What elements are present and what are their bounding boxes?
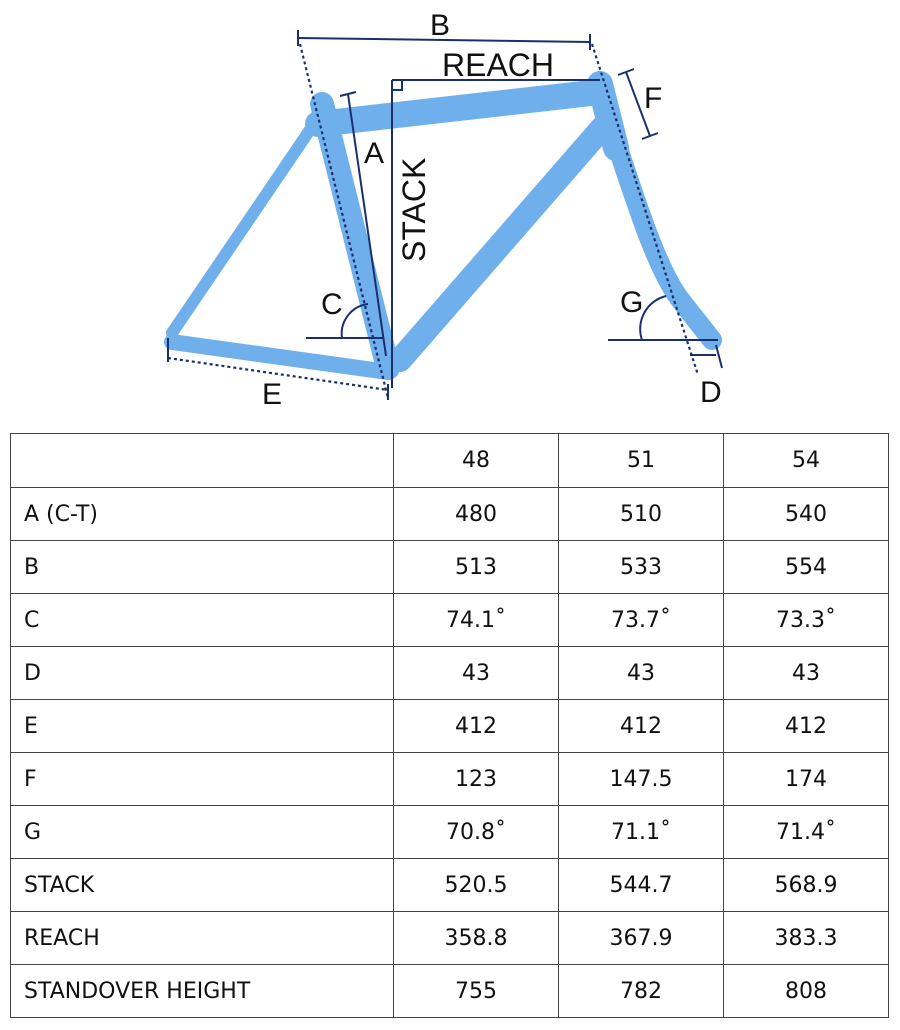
row-value: 808 [724, 965, 889, 1018]
table-row [11, 647, 889, 700]
head-tube [600, 84, 616, 148]
row-value: 174 [724, 753, 889, 806]
row-value: 520.5 [394, 859, 559, 912]
top-tube [318, 92, 600, 124]
row-value: 367.9 [559, 912, 724, 965]
row-label: G [11, 806, 394, 859]
bike-frame [172, 84, 712, 372]
row-value: 480 [394, 488, 559, 541]
row-value: 383.3 [724, 912, 889, 965]
frame-geometry-diagram [0, 0, 900, 420]
row-value: 510 [559, 488, 724, 541]
seat-stay [172, 118, 318, 333]
row-value: 544.7 [559, 859, 724, 912]
row-value: 540 [724, 488, 889, 541]
table-row [11, 700, 889, 753]
row-value: 533 [559, 541, 724, 594]
label-stack: STACK [396, 157, 432, 262]
row-value: 782 [559, 965, 724, 1018]
geometry-table [10, 433, 889, 1018]
row-value: 412 [724, 700, 889, 753]
header-cell-size: 48 [394, 434, 559, 488]
row-label: A (C-T) [11, 488, 394, 541]
row-label: STANDOVER HEIGHT [11, 965, 394, 1018]
row-label: E [11, 700, 394, 753]
row-value: 755 [394, 965, 559, 1018]
label-reach: REACH [442, 47, 555, 83]
header-cell-size: 51 [559, 434, 724, 488]
row-label: C [11, 594, 394, 647]
row-value: 358.8 [394, 912, 559, 965]
row-label: STACK [11, 859, 394, 912]
row-value: 74.1˚ [394, 594, 559, 647]
row-value: 73.3˚ [724, 594, 889, 647]
chain-stay [172, 342, 388, 372]
row-value: 147.5 [559, 753, 724, 806]
label-e: E [262, 378, 283, 411]
row-value: 70.8˚ [394, 806, 559, 859]
row-value: 43 [394, 647, 559, 700]
row-value: 73.7˚ [559, 594, 724, 647]
row-value: 513 [394, 541, 559, 594]
row-label: F [11, 753, 394, 806]
row-label: D [11, 647, 394, 700]
dimension-g-arc [640, 296, 666, 340]
table-row [11, 859, 889, 912]
row-value: 71.4˚ [724, 806, 889, 859]
table-row [11, 806, 889, 859]
reach-right-angle [392, 80, 402, 90]
row-value: 412 [559, 700, 724, 753]
table-row [11, 965, 889, 1018]
row-value: 568.9 [724, 859, 889, 912]
label-g: G [620, 286, 644, 319]
row-value: 43 [559, 647, 724, 700]
label-a: A [364, 137, 385, 170]
table-row [11, 912, 889, 965]
table-row [11, 753, 889, 806]
label-d: D [700, 376, 722, 409]
header-cell-empty [11, 434, 394, 488]
row-label: REACH [11, 912, 394, 965]
dimension-d-tick [716, 345, 722, 368]
label-f: F [644, 82, 663, 115]
label-b: B [430, 9, 451, 42]
row-value: 554 [724, 541, 889, 594]
row-value: 43 [724, 647, 889, 700]
table-row [11, 594, 889, 647]
row-value: 412 [394, 700, 559, 753]
row-value: 123 [394, 753, 559, 806]
table-row [11, 488, 889, 541]
label-c: C [321, 288, 343, 321]
row-label: B [11, 541, 394, 594]
table-row [11, 541, 889, 594]
table-header-row [11, 434, 889, 488]
header-cell-size: 54 [724, 434, 889, 488]
row-value: 71.1˚ [559, 806, 724, 859]
